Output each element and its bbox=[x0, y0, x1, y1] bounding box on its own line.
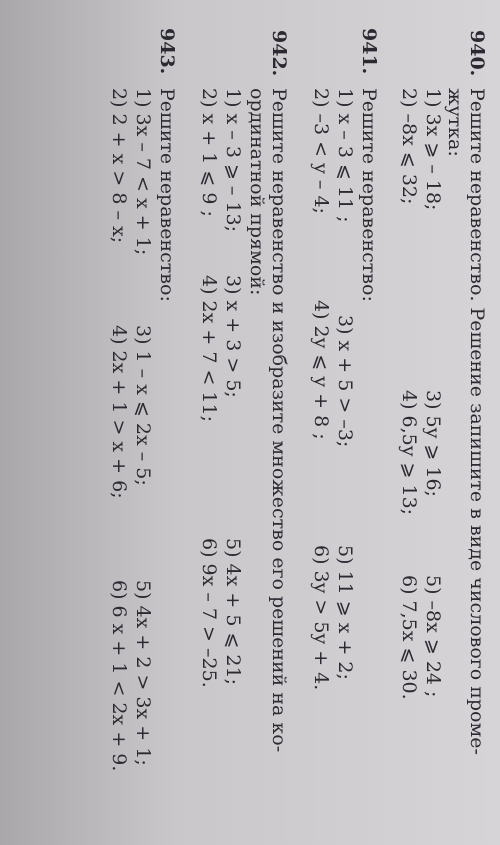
exercise-941-title: Решите неравенство: bbox=[358, 88, 380, 302]
exercise-943-item-2: 2) 2 + x > 8 – x; bbox=[108, 88, 130, 244]
exercise-940-title-line2: жутка: bbox=[444, 88, 466, 157]
exercise-941-item-5: 5) 11 ⩾ x + 2; bbox=[334, 545, 356, 680]
exercise-943-number: 943. bbox=[156, 28, 178, 75]
exercise-943-title: Решите неравенство: bbox=[156, 88, 178, 302]
exercise-942-item-1: 1) x – 3 ⩾ – 13; bbox=[222, 88, 244, 233]
exercise-942-item-6: 6) 9x – 7 > –25. bbox=[198, 538, 220, 688]
exercise-943-item-1: 1) 3x – 7 < x + 1; bbox=[132, 88, 154, 256]
exercise-943-item-5: 5) 4x + 2 > 3x + 1; bbox=[132, 580, 154, 766]
exercise-940-item-5: 5) –8x ⩾ 24 ; bbox=[422, 575, 444, 698]
exercise-943-item-6: 6) 6 x + 1 < 2x + 9. bbox=[108, 580, 130, 772]
exercise-941-item-2: 2) –3 < y – 4; bbox=[310, 88, 332, 214]
exercise-941-item-1: 1) x – 3 ⩽ 11 ; bbox=[334, 88, 356, 223]
exercise-941-item-4: 4) 2y ⩽ y + 8 ; bbox=[310, 300, 332, 440]
exercise-942-item-5: 5) 4x + 5 ⩽ 21; bbox=[222, 538, 244, 686]
exercise-943-item-3: 3) 1 – x ⩽ 2x – 5; bbox=[132, 325, 154, 486]
exercise-942-title-line1: Решите неравенство и изобразите множество его решений на ко- bbox=[268, 88, 290, 753]
exercise-942-item-4: 4) 2x + 7 < 11; bbox=[198, 275, 220, 423]
exercise-941-number: 941. bbox=[358, 28, 380, 75]
exercise-943-item-4: 4) 2x + 1 > x + 6; bbox=[108, 325, 130, 499]
exercise-940-item-4: 4) 6,5y ⩾ 13; bbox=[398, 390, 420, 516]
exercise-940-number: 940. bbox=[466, 30, 488, 77]
exercise-941-item-6: 6) 3y > 5y + 4. bbox=[310, 545, 332, 691]
exercise-942-item-3: 3) x + 3 > 5; bbox=[222, 275, 244, 398]
exercise-940-item-3: 3) 5y ⩾ 16; bbox=[422, 390, 444, 497]
exercise-940-item-2: 2) –8x ⩽ 32; bbox=[398, 88, 420, 205]
exercise-942-number: 942. bbox=[268, 30, 290, 77]
exercise-941-item-3: 3) x + 5 > –3; bbox=[334, 315, 356, 448]
exercise-942-title-line2: ординатной прямой: bbox=[246, 88, 268, 296]
exercise-940-title-line1: Решите неравенство. Решение запишите в виде числового проме- bbox=[466, 88, 488, 755]
exercise-940-item-6: 6) 7,5x ⩽ 30. bbox=[398, 575, 420, 700]
exercise-942-item-2: 2) x + 1 ⩽ 9 ; bbox=[198, 88, 220, 217]
exercise-940-item-1: 1) 3x ⩾ – 18; bbox=[422, 88, 444, 211]
